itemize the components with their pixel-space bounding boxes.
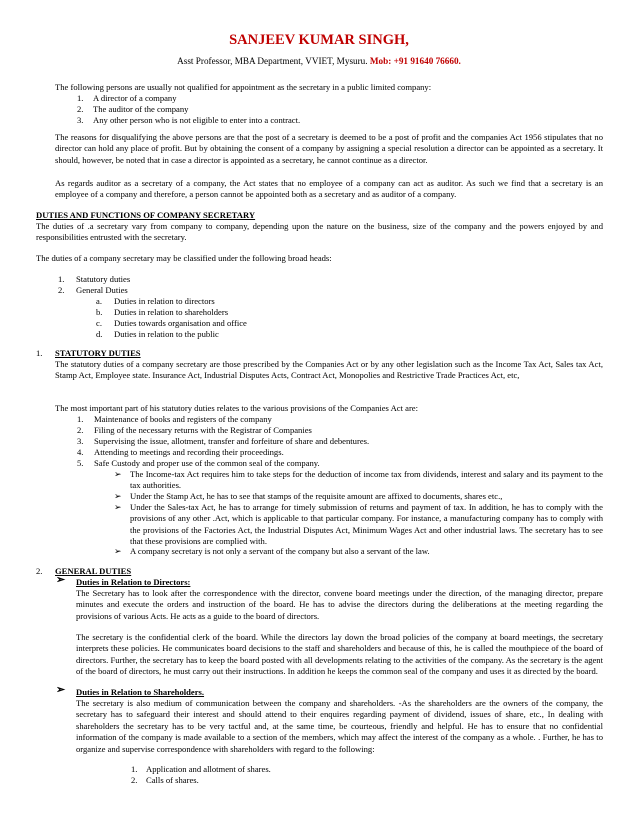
intro-lead: The following persons are usually not qualified for appointment as the secretary in a public limited company: (55, 82, 432, 92)
duties-heading-wrap (36, 210, 603, 221)
arrow-bullet-icon: ➢ (114, 469, 122, 479)
statutory-num: 1. (36, 348, 43, 358)
statutory-item: Maintenance of books and registers of the company (94, 414, 272, 424)
shareholders-heading: Duties in Relation to Shareholders. (76, 687, 205, 697)
intro-item-num: 2. (77, 104, 84, 114)
intro-item-num: 3. (77, 115, 84, 125)
intro-item: The auditor of the company (93, 104, 189, 114)
duties-head: Statutory duties (76, 274, 131, 284)
statutory-item-num: 1. (77, 414, 84, 424)
intro-item-num: 1. (77, 93, 84, 103)
author-affiliation (0, 55, 638, 67)
duties-head-num: 2. (58, 285, 65, 295)
mobile-number: Mob: +91 91640 76660. (369, 56, 461, 66)
directors-paragraph: The secretary is the confidential clerk of the board. While the directors lay down the broad policies of the company at board meetings, the secretary interprets these policies. He communicates board decisions to the staff and shareholders and because of this, he is called the mouthpiece of the board of directors. Further, the secretary has to keep the board posted with all developments relating to the activities of the company. As the secretary is the agent of the board of directors, he must carry out their instructions. In addition he keeps the common seal of the company and uses it as directed by the board. (76, 632, 603, 677)
statutory-bullet: Under the Sales-tax Act, he has to arrange for timely submission of returns and payment of tax. In addition, he has to comply with the provisions of any other .Act, which is applicable to that particular company. For instance, a manufacturing company has to comply with the provisions of the Factories Act, the Industrial Disputes Act, Minimum Wages Act and other industrial laws. The secretary has to see that these provisions are complied with. (130, 502, 603, 547)
author-name: SANJEEV KUMAR SINGH, (229, 32, 409, 48)
statutory-item: Filing of the necessary returns with the Registrar of Companies (94, 425, 312, 435)
shareholders-item-num: 1. (131, 764, 138, 774)
directors-heading: Duties in Relation to Directors: (76, 577, 191, 587)
affiliation-text: Asst Professor, MBA Department, VVIET, Mysuru. (177, 56, 368, 66)
intro-paragraph: The reasons for disqualifying the above persons are that the post of a secretary is deemed to be a post of profit and the companies Act 1956 stipulates that no director can hold any place of profit. But by obtaining the consent of a company by assigning a special resolution a director can be appointed as a secretary. It should, however, be noted that in case a director is appointed as a secretary, he cannot continue as a director. (55, 132, 603, 165)
duties-sub-num: c. (96, 318, 102, 328)
statutory-paragraph: The statutory duties of a company secretary are those prescribed by the Companies Act or by any other legislation such as the Income Tax Act, Sales tax Act, Stamp Act, Employee state. Insurance Act, Industrial Disputes Acts, Contract Act, Monopolies and Restrictive Trade Practices Act, etc, (55, 359, 603, 381)
intro-paragraph: As regards auditor as a secretary of a company, the Act states that no employee of a company can act as auditor. As such we find that a secretary is an employee of a company and therefore, a person cannot be appointed both as a secretary and as auditor of a company. (55, 178, 603, 200)
duties-sub-num: d. (96, 329, 103, 339)
shareholders-item: Application and allotment of shares. (146, 764, 271, 774)
statutory-item: Attending to meetings and recording their proceedings. (94, 447, 284, 457)
arrow-bullet-icon: ➢ (114, 491, 122, 501)
shareholders-item: Calls of shares. (146, 775, 199, 785)
duties-sub: Duties towards organisation and office (114, 318, 247, 328)
duties-heading: DUTIES AND FUNCTIONS OF COMPANY SECRETARY (36, 210, 256, 220)
statutory-heading: STATUTORY DUTIES (55, 348, 141, 358)
intro-item: Any other person who is not eligible to enter into a contract. (93, 115, 301, 125)
duties-sub: Duties in relation to directors (114, 296, 215, 306)
statutory-bullet: Under the Stamp Act, he has to see that stamps of the requisite amount are affixed to documents, shares etc., (130, 491, 503, 501)
arrow-bullet-icon: ➢ (114, 546, 122, 556)
general-num: 2. (36, 566, 43, 576)
shareholders-item-num: 2. (131, 775, 138, 785)
duties-paragraph: The duties of .a secretary vary from company to company, depending upon the nature on the business, size of the company and the powers enjoyed by and responsibilities entrusted with the secretary. (36, 221, 603, 243)
statutory-lead: The most important part of his statutory duties relates to the various provisions of the Companies Act are: (55, 403, 419, 413)
duties-sub: Duties in relation to shareholders (114, 307, 229, 317)
duties-classified: The duties of a company secretary may be classified under the following broad heads: (36, 253, 332, 263)
general-heading: GENERAL DUTIES (55, 566, 132, 576)
duties-head-num: 1. (58, 274, 65, 284)
duties-head: General Duties (76, 285, 128, 295)
arrow-bullet-icon: ➢ (56, 574, 66, 586)
statutory-item-num: 4. (77, 447, 84, 457)
statutory-item-num: 3. (77, 436, 84, 446)
statutory-item: Supervising the issue, allotment, transfer and forfeiture of share and debentures. (94, 436, 370, 446)
statutory-bullet: The Income-tax Act requires him to take steps for the deduction of income tax from dividends, interest and salary and its payment to the tax authorities. (130, 469, 603, 491)
duties-sub: Duties in relation to the public (114, 329, 219, 339)
statutory-item-num: 2. (77, 425, 84, 435)
arrow-bullet-icon: ➢ (114, 502, 122, 512)
directors-paragraph: The Secretary has to look after the correspondence with the director, convene board meetings under the direction, of the managing director, prepare minutes and execute the orders and instruction of the board. He has to advise the directors during the deliberations at the meeting regarding the provisions of various Acts. He acts as a guide to the board of directors. (76, 588, 603, 621)
statutory-bullet: A company secretary is not only a servant of the company but also a servant of the law. (130, 546, 430, 556)
arrow-bullet-icon: ➢ (56, 684, 66, 696)
intro-item: A director of a company (93, 93, 177, 103)
statutory-item-num: 5. (77, 458, 84, 468)
duties-sub-num: b. (96, 307, 103, 317)
statutory-item: Safe Custody and proper use of the common seal of the company. (94, 458, 320, 468)
shareholders-paragraph: The secretary is also medium of communication between the company and shareholders. -As the shareholders are the owners of the company, the secretary has to safeguard their interest and should attend to their enquires regarding payment of dividend, issues of share, etc., In dealing with shareholders the secretary has to be very tactful and, at the same time, be courteous, friendly and helpful. He has to ensure that no confidential information of the company is made available to a section of the members, which may affect the interest of the company as a whole. . Further, he has to organize and supervise correspondence with shareholders with regard to the following: (76, 698, 603, 754)
duties-sub-num: a. (96, 296, 102, 306)
